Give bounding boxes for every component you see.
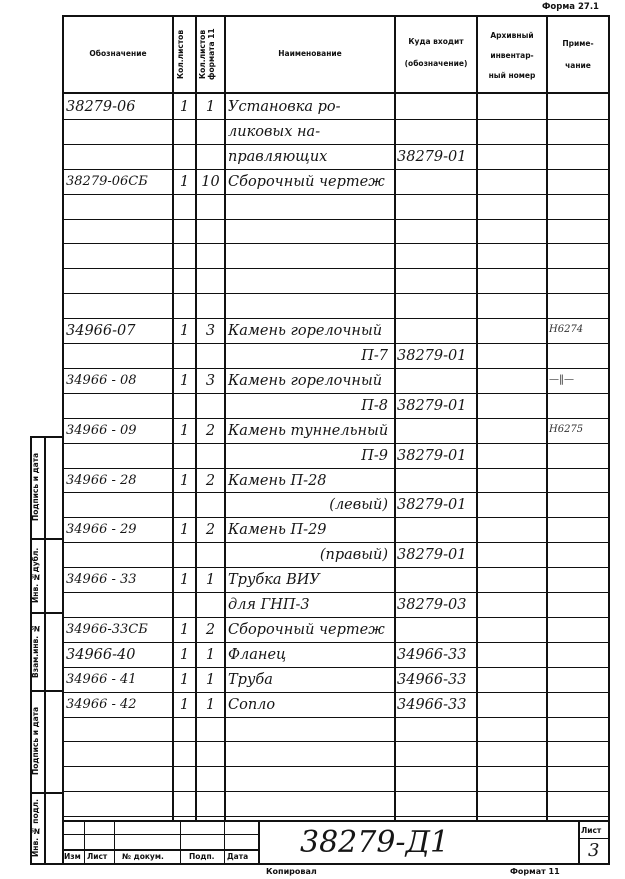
cell-name — [228, 245, 394, 267]
cell-count — [174, 768, 195, 790]
footer-copied: Копировал — [266, 867, 317, 876]
header-note-2: чание — [565, 61, 591, 70]
cell-format — [197, 743, 224, 765]
side-vzam-inv: Взам.инв. № — [31, 624, 40, 678]
cell-count — [174, 719, 195, 741]
cell-format — [197, 594, 224, 616]
cell-where — [397, 121, 476, 143]
header-name: Наименование — [278, 49, 342, 58]
cell-format: 2 — [205, 522, 216, 539]
cell-name: Камень горелочный — [228, 372, 383, 389]
cell-name — [228, 221, 394, 243]
cell-format — [197, 445, 224, 467]
tb-h2 — [62, 849, 258, 851]
cell-format — [197, 768, 224, 790]
cell-where — [397, 420, 476, 442]
cell-name: Сборочный чертеж — [228, 621, 385, 638]
cell-where — [397, 569, 476, 591]
cell-designation: 38279-06СБ — [66, 173, 148, 189]
cell-format: 2 — [205, 621, 216, 638]
cell-where — [397, 519, 476, 541]
cell-where: 38279-01 — [397, 547, 467, 564]
form-label: Форма 27.1 — [542, 2, 599, 12]
cell-format: 3 — [205, 372, 216, 389]
cell-format — [197, 793, 224, 815]
cell-count — [174, 395, 195, 417]
cell-count — [174, 743, 195, 765]
side-div-2 — [30, 612, 62, 614]
footer-format: Формат 11 — [510, 867, 560, 876]
cell-name: Камень П-28 — [228, 472, 327, 489]
cell-format — [197, 146, 224, 168]
cell-name: П-7 — [361, 348, 388, 364]
cell-count: 1 — [179, 173, 190, 190]
cell-designation: 34966-33СБ — [66, 621, 148, 637]
cell-count: 1 — [179, 646, 190, 663]
cell-where: 34966-33 — [397, 646, 467, 663]
cell-name: П-9 — [361, 447, 388, 464]
cell-name — [228, 719, 394, 741]
cell-where — [397, 768, 476, 790]
cell-designation: 38279-06 — [66, 99, 136, 115]
row-line — [62, 816, 610, 817]
cell-name — [228, 743, 394, 765]
cell-count: 1 — [179, 696, 190, 713]
tb-h1 — [62, 834, 258, 835]
tb-v1 — [84, 820, 85, 865]
cell-designation — [66, 544, 172, 566]
cell-count — [174, 793, 195, 815]
header-archive-1: Архивный — [490, 31, 534, 40]
cell-where — [397, 320, 476, 342]
cell-format — [197, 121, 224, 143]
cell-note: —‖— — [549, 373, 574, 385]
cell-note: H6274 — [549, 324, 584, 336]
cell-name: для ГНП-3 — [228, 597, 310, 613]
tb-v2 — [114, 820, 115, 865]
side-sign-date-bottom: Подпись и дата — [31, 706, 40, 776]
cell-designation — [66, 121, 172, 143]
tb-v5 — [258, 820, 260, 865]
cell-where — [397, 470, 476, 492]
cell-count — [174, 196, 195, 218]
cell-where: 38279-01 — [397, 148, 467, 165]
cell-count: 1 — [179, 572, 190, 589]
cell-designation: 34966 - 29 — [66, 522, 137, 538]
cell-designation — [66, 270, 172, 292]
cell-name — [228, 295, 394, 317]
tb-sheet-label: Лист — [581, 826, 602, 835]
cell-count: 1 — [179, 671, 190, 688]
frame-top — [62, 15, 610, 17]
cell-where — [397, 619, 476, 641]
doc-number: 38279-Д1 — [300, 825, 450, 860]
cell-count — [174, 345, 195, 367]
cell-format — [197, 196, 224, 218]
cell-name — [228, 196, 394, 218]
header-designation: Обозначение — [89, 49, 147, 58]
cell-where — [397, 196, 476, 218]
cell-designation — [66, 494, 172, 516]
cell-where: 38279-01 — [397, 497, 467, 514]
cell-where — [397, 270, 476, 292]
cell-name: (правый) — [319, 547, 388, 564]
cell-format: 3 — [205, 323, 216, 340]
header-archive-2: инвентар- — [490, 51, 534, 60]
cell-name: Камень горелочный — [228, 323, 383, 340]
cell-where — [397, 221, 476, 243]
cell-name: Камень П-29 — [228, 522, 327, 539]
cell-format: 2 — [205, 422, 216, 439]
cell-format: 2 — [205, 472, 216, 489]
cell-count: 1 — [179, 323, 190, 340]
cell-where — [397, 171, 476, 193]
cell-designation: 34966-07 — [66, 323, 136, 340]
cell-where — [397, 719, 476, 741]
cell-name: правляющих — [228, 148, 328, 165]
cell-where: 38279-03 — [397, 597, 467, 613]
header-sheets-format: Кол.листов формата 11 — [198, 28, 216, 80]
cell-designation: 34966-40 — [66, 646, 136, 663]
cell-designation — [66, 743, 172, 765]
cell-name — [228, 793, 394, 815]
cell-format: 1 — [205, 99, 216, 115]
cell-name: Установка ро- — [228, 99, 341, 115]
side-div-1 — [30, 538, 62, 540]
cell-name: Трубка ВИУ — [228, 572, 320, 589]
cell-where — [397, 295, 476, 317]
cell-where: 38279-01 — [397, 397, 467, 414]
cell-format: 10 — [201, 173, 220, 190]
cell-count: 1 — [179, 522, 190, 539]
cell-count — [174, 270, 195, 292]
tb-list: Лист — [87, 852, 108, 861]
header-sheets-count: Кол.листов — [176, 29, 185, 79]
cell-count — [174, 544, 195, 566]
cell-name: Труба — [228, 671, 273, 688]
tb-sheet-number: 3 — [588, 840, 600, 861]
header-where-used-2: (обозначение) — [404, 59, 468, 68]
tb-izm: Изм — [64, 852, 81, 861]
side-inv-dubl: Инв. №дубл. — [31, 547, 40, 603]
cell-designation: 34966 - 42 — [66, 696, 137, 712]
tb-doc-no: № докум. — [122, 852, 164, 861]
side-top — [30, 436, 62, 438]
cell-format: 1 — [205, 696, 216, 713]
side-mid — [44, 436, 46, 865]
cell-designation: 34966 - 08 — [66, 372, 137, 388]
tb-v3 — [180, 820, 181, 865]
cell-count — [174, 245, 195, 267]
cell-format — [197, 719, 224, 741]
side-bottom — [30, 863, 62, 865]
cell-name: Сборочный чертеж — [228, 173, 385, 190]
cell-format — [197, 345, 224, 367]
cell-format — [197, 270, 224, 292]
frame-bottom — [62, 863, 610, 865]
cell-where — [397, 96, 476, 118]
cell-count — [174, 494, 195, 516]
tb-sign: Подп. — [189, 852, 215, 861]
cell-count — [174, 146, 195, 168]
cell-format — [197, 544, 224, 566]
cell-count: 1 — [179, 422, 190, 439]
cell-designation: 34966 - 09 — [66, 422, 137, 438]
cell-designation — [66, 146, 172, 168]
cell-designation — [66, 245, 172, 267]
cell-count — [174, 295, 195, 317]
side-div-4 — [30, 792, 62, 794]
cell-name — [228, 768, 394, 790]
tb-date: Дата — [227, 852, 249, 861]
cell-name: Камень туннельный — [228, 422, 389, 439]
cell-where: 38279-01 — [397, 348, 467, 364]
side-inv-podl: Инв. № подл. — [31, 799, 40, 858]
cell-format: 1 — [205, 572, 216, 589]
cell-count: 1 — [179, 372, 190, 389]
side-sign-date-top: Подпись и дата — [31, 452, 40, 522]
cell-count: 1 — [179, 472, 190, 489]
side-div-3 — [30, 690, 62, 692]
cell-designation — [66, 196, 172, 218]
cell-note: H6275 — [549, 423, 584, 435]
cell-designation — [66, 395, 172, 417]
cell-designation: 34966 - 28 — [66, 472, 137, 488]
cell-format — [197, 221, 224, 243]
cell-designation — [66, 719, 172, 741]
cell-designation — [66, 221, 172, 243]
cell-count — [174, 221, 195, 243]
cell-where — [397, 245, 476, 267]
cell-count: 1 — [179, 99, 190, 115]
tb-top — [62, 820, 610, 822]
cell-name: Сопло — [228, 696, 276, 713]
cell-designation — [66, 594, 172, 616]
tb-h3 — [578, 838, 610, 839]
tb-v4 — [224, 820, 225, 865]
cell-count — [174, 445, 195, 467]
cell-format — [197, 395, 224, 417]
cell-name: (левый) — [329, 497, 388, 514]
header-where-used-1: Куда входит — [408, 37, 464, 46]
cell-designation — [66, 768, 172, 790]
cell-format — [197, 494, 224, 516]
tb-v6 — [578, 820, 580, 865]
cell-designation — [66, 345, 172, 367]
header-note-1: Приме- — [562, 39, 594, 48]
cell-count — [174, 594, 195, 616]
cell-count — [174, 121, 195, 143]
cell-designation — [66, 295, 172, 317]
header-archive-3: ный номер — [488, 71, 536, 80]
cell-designation: 34966 - 33 — [66, 572, 137, 588]
cell-format — [197, 295, 224, 317]
cell-count: 1 — [179, 621, 190, 638]
cell-name: Фланец — [228, 646, 287, 663]
cell-where — [397, 793, 476, 815]
cell-designation — [66, 445, 172, 467]
cell-where — [397, 743, 476, 765]
cell-where: 34966-33 — [397, 671, 467, 688]
cell-designation: 34966 - 41 — [66, 671, 137, 687]
cell-name: П-8 — [361, 397, 388, 414]
cell-name — [228, 270, 394, 292]
cell-name: ликовых на- — [228, 123, 321, 140]
cell-format — [197, 245, 224, 267]
cell-format: 1 — [205, 646, 216, 663]
cell-format: 1 — [205, 671, 216, 688]
cell-where: 38279-01 — [397, 447, 467, 464]
cell-designation — [66, 793, 172, 815]
cell-where — [397, 370, 476, 392]
cell-where: 34966-33 — [397, 696, 467, 713]
